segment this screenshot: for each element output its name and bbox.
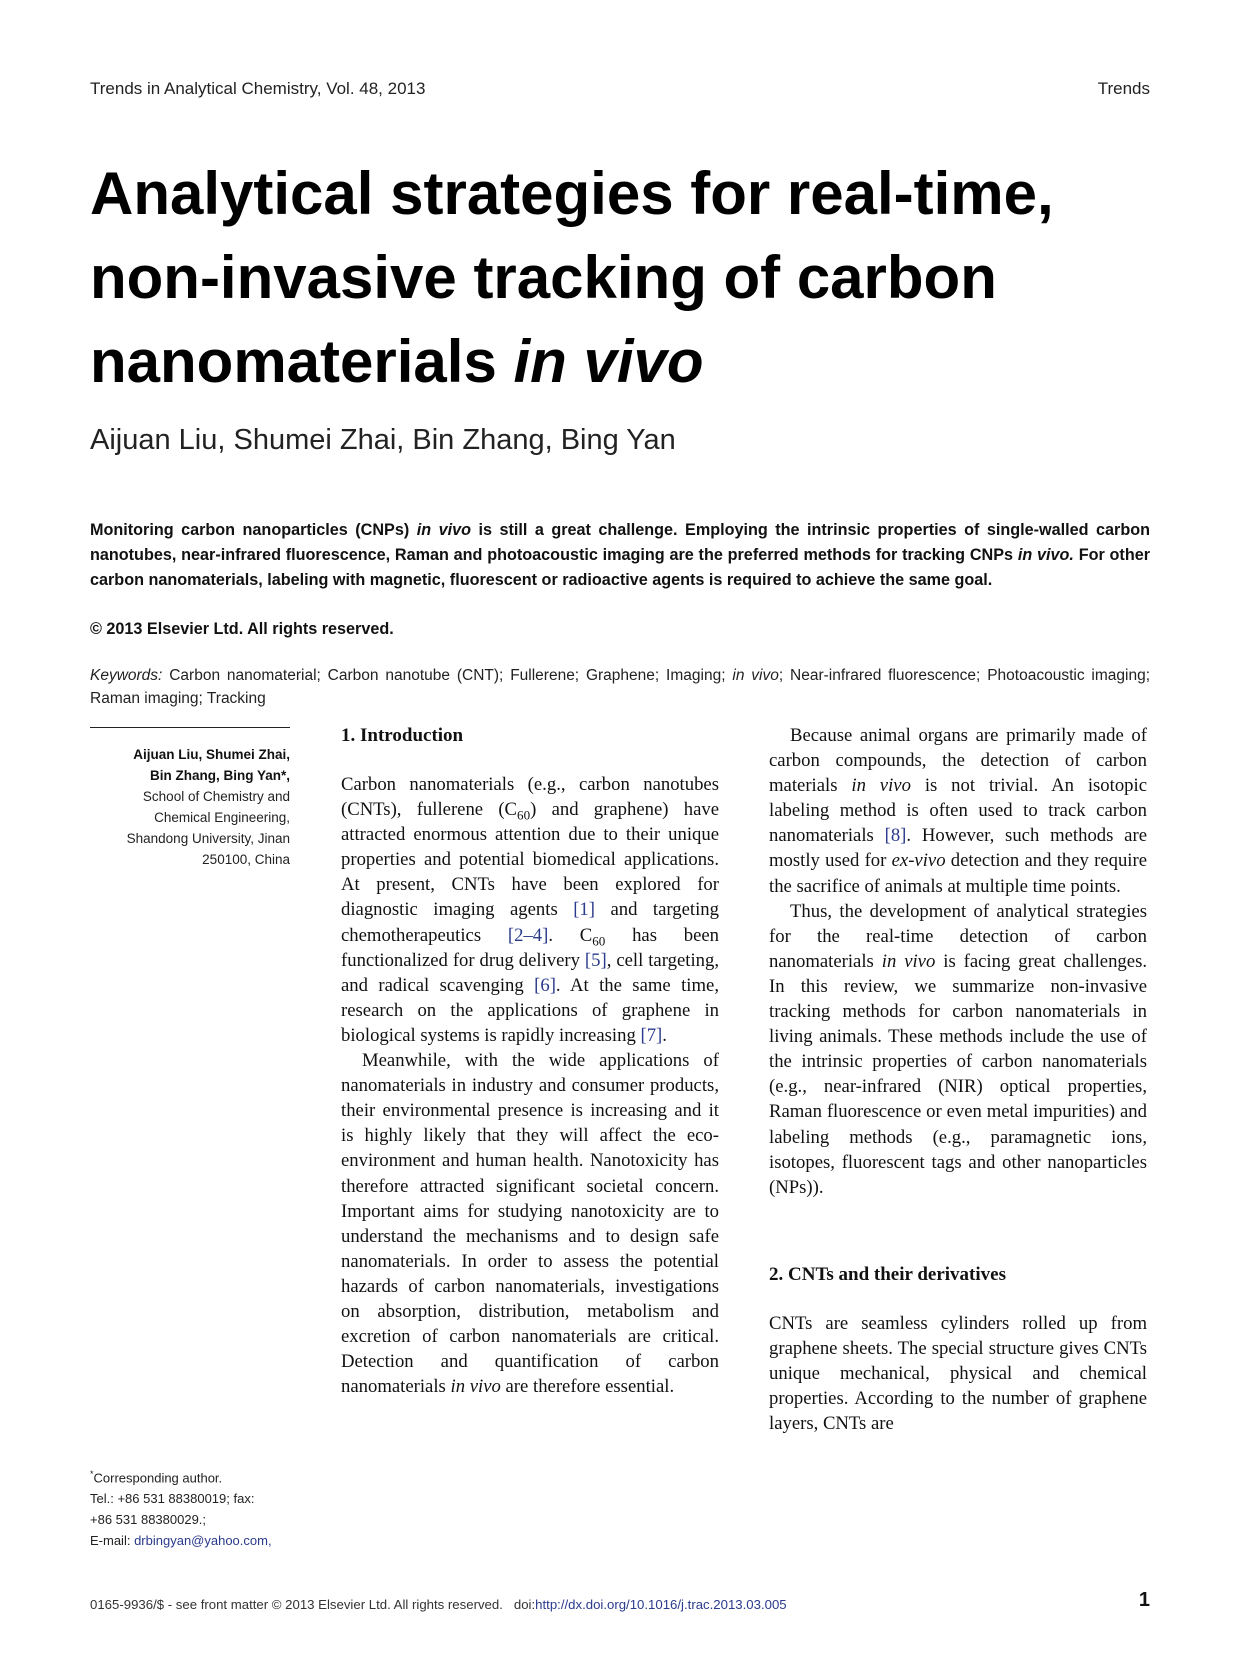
author-list: Aijuan Liu, Shumei Zhai, Bin Zhang, Bing Yan bbox=[90, 424, 676, 456]
page-footer bbox=[90, 1597, 1150, 1612]
intro-p4-text-b: is facing great challenges. In this review, we summarize non-invasive tracking methods for carbon nanomaterials in living animals. These methods include the use of the intrinsic properties of carbon nanomaterials (e.g., near-infrared (NIR) optical properties, Raman fluorescence or even metal impurities) and labeling methods (e.g., paramagnetic ions, isotopes, fluorescent tags and other nanoparticles (NPs)). bbox=[769, 950, 1148, 1198]
intro-p2-italic: in vivo bbox=[450, 1376, 501, 1398]
journal-name: Trends in Analytical Chemistry, Vol. 48, 2013 bbox=[90, 79, 426, 98]
intro-p3-italic-2: ex-vivo bbox=[891, 850, 946, 872]
column-right bbox=[769, 723, 1147, 1436]
intro-p4-text-a: Thus, the development of analytical strategies for the real-time detection of carbon nanomaterials bbox=[769, 900, 1147, 972]
abstract-text-2: is still a great challenge. Employing the intrinsic properties of single-walled carbon nanotubes, near-infrared fluorescence, Raman and photoacoustic imaging are the preferred methods for tracking CNPs bbox=[90, 521, 1150, 564]
copyright-notice: © 2013 Elsevier Ltd. All rights reserved. bbox=[90, 620, 394, 638]
intro-p1-text-h: . bbox=[662, 1024, 667, 1046]
footer-doi-label: doi: bbox=[513, 1597, 536, 1612]
footnote-mark: * bbox=[90, 1469, 94, 1479]
abstract-italic-2: in vivo. bbox=[1017, 546, 1074, 564]
keywords bbox=[90, 664, 1150, 710]
running-head bbox=[90, 79, 1150, 99]
title-italic: in vivo bbox=[513, 328, 704, 395]
c60-subscript: 60 bbox=[517, 807, 531, 823]
affiliation-names-1: Aijuan Liu, Shumei Zhai, bbox=[133, 747, 290, 762]
affiliation-dept-1: School of Chemistry and bbox=[142, 789, 290, 804]
abstract-italic-1: in vivo bbox=[416, 521, 471, 539]
intro-heading: 1. Introduction bbox=[341, 725, 464, 746]
ref-link-6[interactable]: [6] bbox=[534, 974, 556, 996]
intro-p1-text-d: . C bbox=[548, 924, 593, 946]
intro-p1-text-b: ) and graphene) have attracted enormous attention due to their unique properties and potential biomedical applications. At present, CNTs have been explored for diagnostic imaging agents bbox=[341, 799, 719, 921]
intro-p1-text-c: and targeting chemotherapeutics bbox=[341, 899, 719, 946]
page-number: 1 bbox=[1138, 1589, 1150, 1611]
footnote-tel-2: +86 531 88380029.; bbox=[90, 1512, 207, 1528]
author-affiliation bbox=[90, 744, 290, 870]
author-email-link[interactable]: drbingyan@yahoo.com, bbox=[134, 1533, 272, 1549]
affiliation-university: Shandong University, Jinan bbox=[126, 831, 290, 846]
ref-link-8[interactable]: [8] bbox=[884, 825, 907, 847]
c60-subscript-2: 60 bbox=[592, 933, 606, 949]
affiliation-dept-2: Chemical Engineering, bbox=[154, 810, 290, 825]
footnote-tel-1: Tel.: +86 531 88380019; fax: bbox=[90, 1491, 255, 1507]
affiliation-zip: 250100, China bbox=[202, 852, 290, 867]
intro-paragraph-3 bbox=[769, 723, 1147, 899]
ref-link-7[interactable]: [7] bbox=[640, 1024, 663, 1046]
intro-paragraph-1 bbox=[341, 772, 719, 1048]
intro-p2-text-b: are therefore essential. bbox=[505, 1376, 675, 1398]
intro-p2-text-a: Meanwhile, with the wide applications of nanomaterials in industry and consumer products, their environmental presence is increasing and it is highly likely that they will affect the eco-environment and human health. Nanotoxicity has therefore attracted significant societal concern. Important aims for studying nanotoxicity are to understand the mechanisms and to design safe nanomaterials. In order to assess the potential hazards of carbon nanomaterials, investigations on absorption, distribution, metabolism and excretion of carbon nanomaterials are critical. Detection and quantification of carbon nanomaterials bbox=[341, 1050, 719, 1398]
section-2-paragraph-1: CNTs are seamless cylinders rolled up from graphene sheets. The special structure gives CNTs unique mechanical, physical and chemical properties. According to the number of graphene layers, CNTs are bbox=[769, 1312, 1147, 1435]
title-line-2: non-invasive tracking of carbon bbox=[90, 244, 997, 311]
intro-paragraph-4 bbox=[769, 899, 1147, 1200]
affiliation-names-2: Bin Zhang, Bing Yan*, bbox=[149, 768, 290, 783]
intro-p3-text-a: Because animal organs are primarily made of carbon compounds, the detection of carbon materials bbox=[769, 725, 1147, 797]
intro-p3-text-d: detection and they require the sacrifice of animals at multiple time points. bbox=[769, 850, 1148, 897]
intro-p4-italic: in vivo bbox=[881, 950, 936, 972]
intro-p3-text-c: . However, such methods are mostly used for bbox=[769, 825, 1147, 872]
footnote-email-label: E-mail: bbox=[90, 1533, 131, 1549]
intro-p3-italic-1: in vivo bbox=[851, 775, 911, 797]
title-line-3: nanomaterials bbox=[90, 328, 497, 395]
affiliation-rule bbox=[90, 727, 290, 728]
footer-issn: 0165-9936/$ - see front matter © 2013 Elsevier Ltd. All rights reserved. bbox=[90, 1597, 503, 1612]
intro-p1-text-g: . At the same time, research on the applications of graphene in biological systems is rapidly increasing bbox=[341, 974, 719, 1046]
keywords-text-1: Carbon nanomaterial; Carbon nanotube (CNT); Fullerene; Graphene; Imaging; bbox=[169, 667, 726, 684]
ref-link-2-4[interactable]: [2–4] bbox=[507, 924, 549, 946]
intro-p1-text-f: , cell targeting, and radical scavenging bbox=[341, 949, 719, 996]
intro-p1-text-e: has been functionalized for drug delivery bbox=[341, 924, 720, 971]
ref-link-5[interactable]: [5] bbox=[584, 949, 607, 971]
intro-p3-text-b: is not trivial. An isotopic labeling method is often used to track carbon nanomaterials bbox=[769, 775, 1147, 847]
doi-link[interactable]: http://dx.doi.org/10.1016/j.trac.2013.03.005 bbox=[535, 1597, 787, 1612]
abstract bbox=[90, 518, 1150, 593]
footnote-corresponding: Corresponding author. bbox=[93, 1470, 223, 1486]
keywords-text-2: ; Near-infrared fluorescence; Photoacoustic imaging; Raman imaging; Tracking bbox=[90, 667, 1151, 707]
intro-paragraph-2 bbox=[341, 1048, 719, 1399]
keywords-italic: in vivo bbox=[732, 667, 779, 684]
section-2-heading: 2. CNTs and their derivatives bbox=[769, 1263, 1006, 1285]
column-left bbox=[341, 723, 719, 1399]
abstract-text-3: For other carbon nanomaterials, labeling with magnetic, fluorescent or radioactive agents is required to achieve the same goal. bbox=[90, 546, 1151, 589]
article-title bbox=[90, 152, 1170, 404]
ref-link-1[interactable]: [1] bbox=[573, 899, 595, 921]
intro-p1-text-a: Carbon nanomaterials (e.g., carbon nanotubes (CNTs), fullerene (C bbox=[341, 774, 719, 821]
corresponding-footnote bbox=[90, 1464, 310, 1551]
title-line-1: Analytical strategies for real-time, bbox=[90, 160, 1054, 227]
abstract-text-1: Monitoring carbon nanoparticles (CNPs) bbox=[90, 521, 410, 539]
section-label: Trends bbox=[1097, 79, 1150, 98]
keywords-label: Keywords: bbox=[90, 667, 163, 684]
